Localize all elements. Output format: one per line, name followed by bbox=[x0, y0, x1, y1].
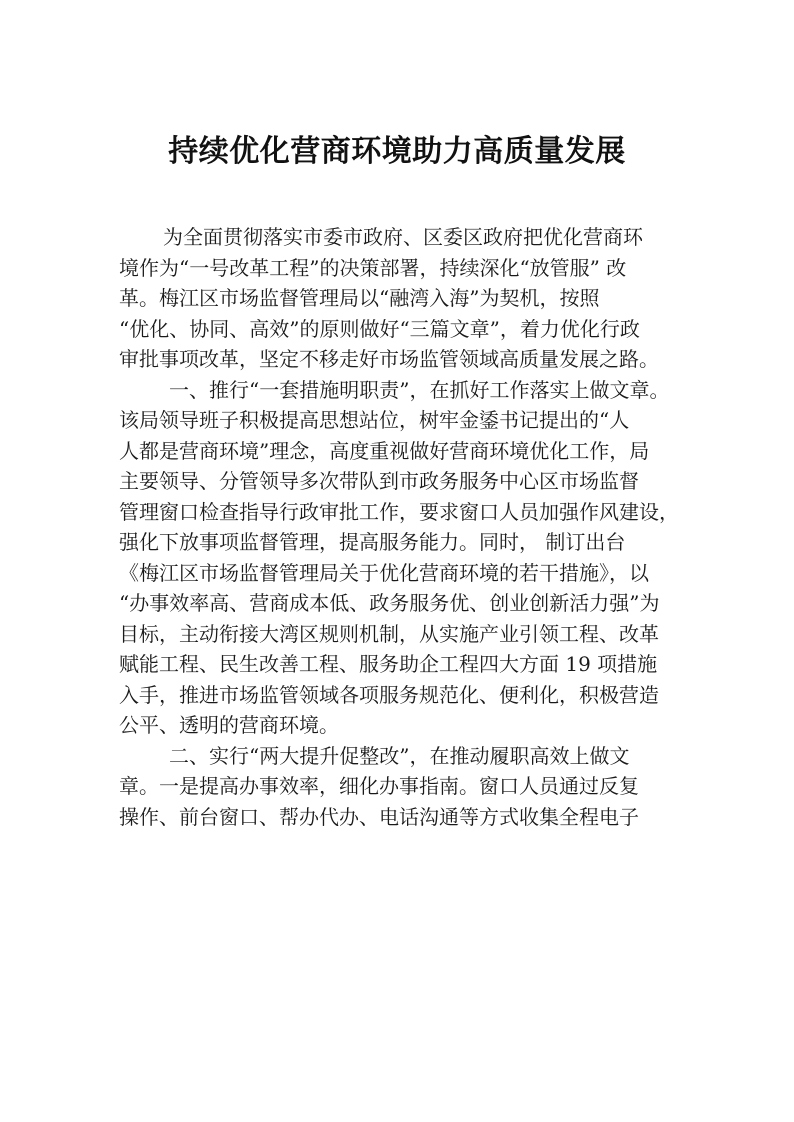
section-heading-line: 二、实行“两大提升促整改”，在推动履职高效上做文 bbox=[169, 743, 630, 768]
paragraph-line: 公平、透明的营商环境。 bbox=[119, 713, 339, 737]
document-title: 持续优化营商环境助力高质量发展 bbox=[168, 134, 626, 169]
paragraph-line: 操作、前台窗口、帮办代办、电话沟通等方式收集全程电子 bbox=[119, 804, 639, 829]
paragraph-line: 管理窗口检查指导行政审批工作，要求窗口人员加强作风建设， bbox=[119, 499, 679, 524]
paragraph-line: 境作为“一号改革工程”的决策部署，持续深化“放管服” 改 bbox=[119, 255, 627, 280]
paragraph-line: 人都是营商环境”理念，高度重视做好营商环境优化工作，局 bbox=[119, 438, 650, 463]
paragraph-line: “办事效率高、营商成本低、政务服务优、创业创新活力强”为 bbox=[119, 591, 660, 615]
paragraph-line: 革。梅江区市场监督管理局以“融湾入海”为契机，按照 bbox=[119, 286, 600, 310]
paragraph-line: 赋能工程、民生改善工程、服务助企工程四大方面 19 项措施 bbox=[119, 652, 658, 676]
paragraph-line: 目标，主动衔接大湾区规则机制，从实施产业引领工程、改革 bbox=[119, 621, 659, 646]
paragraph-line: 该局领导班子积极提高思想站位，树牢金鋈书记提出的“人 bbox=[119, 408, 630, 432]
document-body bbox=[119, 222, 699, 832]
section-heading-line: 一、推行“一套措施明职责”，在抓好工作落实上做文章。 bbox=[169, 377, 670, 402]
paragraph-line: 为全面贯彻落实市委市政府、区委区政府把优化营商环 bbox=[163, 225, 643, 249]
paragraph-line: 主要领导、分管领导多次带队到市政务服务中心区市场监督 bbox=[119, 469, 639, 493]
paragraph-line: 章。一是提高办事效率，细化办事指南。窗口人员通过反复 bbox=[119, 774, 639, 798]
paragraph-line: 审批事项改革，坚定不移走好市场监管领域高质量发展之路。 bbox=[119, 347, 659, 371]
paragraph-line: “优化、协同、高效”的原则做好“三篇文章”，着力优化行政 bbox=[119, 316, 640, 341]
paragraph-line: 入手，推进市场监管领域各项服务规范化、便利化，积极营造 bbox=[119, 682, 659, 707]
paragraph-line: 强化下放事项监督管理，提高服务能力。同时， 制订出台 bbox=[119, 530, 626, 554]
paragraph-line: 《梅江区市场监督管理局关于优化营商环境的若干措施》，以 bbox=[119, 560, 649, 585]
